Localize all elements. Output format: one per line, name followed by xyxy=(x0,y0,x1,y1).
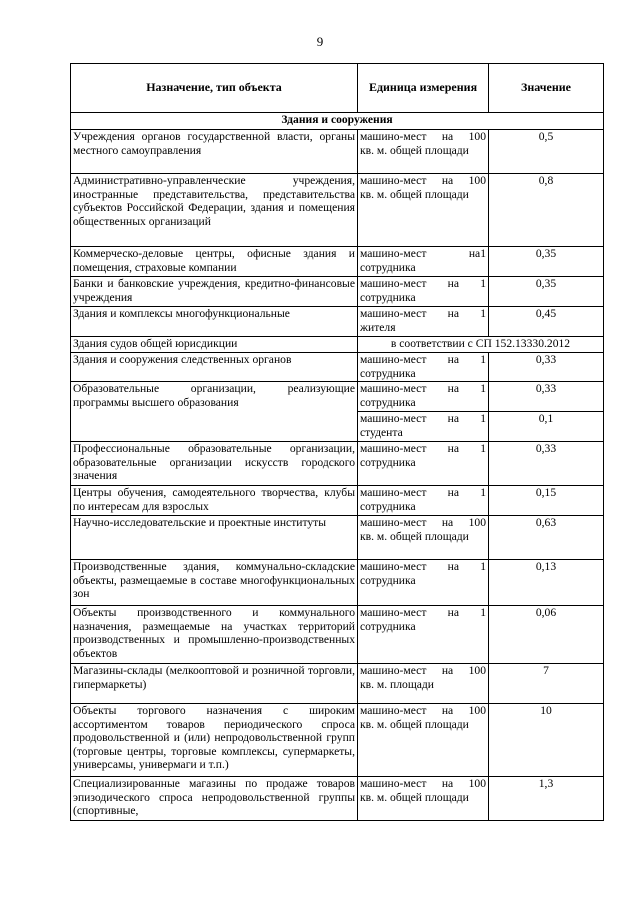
norm-value: 0,15 xyxy=(489,486,604,516)
unit-top: машино-мест на 1 xyxy=(360,277,486,290)
unit-rest: кв. м. общей площади xyxy=(360,529,469,543)
table-row xyxy=(71,560,604,606)
unit-rest: кв. м. общей площади xyxy=(360,790,469,804)
unit-rest: сотрудника xyxy=(360,395,416,409)
unit-cell xyxy=(358,382,489,412)
header-value: Значение xyxy=(489,64,604,113)
norm-value: 0,5 xyxy=(489,130,604,174)
table-row xyxy=(71,442,604,486)
unit-cell xyxy=(358,486,489,516)
norm-value: 0,33 xyxy=(489,382,604,412)
header-name: Назначение, тип объекта xyxy=(71,64,358,113)
norm-value: 0,35 xyxy=(489,247,604,277)
unit-cell xyxy=(358,130,489,174)
object-type: Специализированные магазины по продаже товаров эпизодического спроса непродовольственной группы (спортивные, xyxy=(71,777,358,821)
unit-cell xyxy=(358,777,489,821)
table-header-row xyxy=(71,64,604,113)
table-row xyxy=(71,486,604,516)
regulation-reference: в соответствии с СП 152.13330.2012 xyxy=(358,337,604,353)
unit-rest: сотрудника xyxy=(360,366,416,380)
unit-rest: жителя xyxy=(360,320,396,334)
table-row xyxy=(71,777,604,821)
object-type: Учреждения органов государственной власти, органы местного самоуправления xyxy=(71,130,358,174)
unit-cell xyxy=(358,606,489,664)
norm-value: 7 xyxy=(489,664,604,704)
table-row xyxy=(71,337,604,353)
norm-value: 0,33 xyxy=(489,353,604,382)
norm-value: 10 xyxy=(489,704,604,777)
norm-value: 0,35 xyxy=(489,277,604,307)
header-unit: Единица измерения xyxy=(358,64,489,113)
unit-top: машино-мест на 100 xyxy=(360,664,486,677)
unit-top: машино-мест на 1 xyxy=(360,307,486,320)
object-type: Административно-управленческие учреждения, иностранные представительства, представительства субъектов Российской Федерации, здания и помещения общественных организаций xyxy=(71,174,358,247)
object-type: Магазины-склады (мелкооптовой и розничной торговли, гипермаркеты) xyxy=(71,664,358,704)
unit-cell xyxy=(358,174,489,247)
norm-value: 0,63 xyxy=(489,516,604,560)
section-title: Здания и сооружения xyxy=(71,113,604,130)
unit-top: машино-мест на 1 xyxy=(360,560,486,573)
unit-cell xyxy=(358,247,489,277)
parking-norms-table xyxy=(70,63,604,821)
unit-top: машино-мест на 1 xyxy=(360,606,486,619)
table-row xyxy=(71,130,604,174)
unit-top: машино-мест на 100 xyxy=(360,174,486,187)
section-row xyxy=(71,113,604,130)
table-row xyxy=(71,664,604,704)
norm-value: 1,3 xyxy=(489,777,604,821)
unit-rest: кв. м. общей площади xyxy=(360,143,469,157)
object-type: Объекты производственного и коммунального назначения, размещаемые на участках территорий производственных и промышленно-производственных объектов xyxy=(71,606,358,664)
unit-rest: кв. м. общей площади xyxy=(360,717,469,731)
table-row xyxy=(71,704,604,777)
unit-rest: кв. м. общей площади xyxy=(360,187,469,201)
norm-value: 0,45 xyxy=(489,307,604,337)
unit-cell xyxy=(358,442,489,486)
object-type: Коммерческо-деловые центры, офисные здания и помещения, страховые компании xyxy=(71,247,358,277)
object-type: Центры обучения, самодеятельного творчества, клубы по интересам для взрослых xyxy=(71,486,358,516)
unit-top: машино-мест на 100 xyxy=(360,516,486,529)
unit-top: машино-мест на 1 xyxy=(360,353,486,366)
unit-cell xyxy=(358,560,489,606)
unit-top: машино-мест на 1 xyxy=(360,412,486,425)
page-number: 9 xyxy=(316,34,324,49)
norm-value: 0,1 xyxy=(489,412,604,442)
object-type: Здания судов общей юрисдикции xyxy=(71,337,358,353)
unit-top: машино-мест на 100 xyxy=(360,777,486,790)
table-row xyxy=(71,516,604,560)
unit-cell xyxy=(358,353,489,382)
table-row xyxy=(71,606,604,664)
unit-top: машино-мест на 100 xyxy=(360,704,486,717)
unit-cell xyxy=(358,664,489,704)
unit-rest: сотрудника xyxy=(360,499,416,513)
object-type: Объекты торгового назначения с широким ассортиментом товаров периодического спроса продовольственной и (или) непродовольственной групп (торговые центры, торговые комплексы, супермаркеты, универсамы, универмаги и т.п.) xyxy=(71,704,358,777)
unit-rest: сотрудника xyxy=(360,455,416,469)
norm-value: 0,13 xyxy=(489,560,604,606)
object-type: Профессиональные образовательные организации, образовательные организации искусств городского значения xyxy=(71,442,358,486)
object-type: Здания и сооружения следственных органов xyxy=(71,353,358,382)
object-type: Научно-исследовательские и проектные институты xyxy=(71,516,358,560)
unit-top: машино-мест на 1 xyxy=(360,486,486,499)
unit-cell xyxy=(358,277,489,307)
norm-value: 0,8 xyxy=(489,174,604,247)
unit-rest: студента xyxy=(360,425,403,439)
object-type: Образовательные организации, реализующие программы высшего образования xyxy=(71,382,358,442)
table-row xyxy=(71,247,604,277)
object-type: Производственные здания, коммунально-складские объекты, размещаемые в составе многофункциональных зон xyxy=(71,560,358,606)
unit-top: машино-мест на 1 xyxy=(360,442,486,455)
table-row xyxy=(71,277,604,307)
unit-rest: сотрудника xyxy=(360,573,416,587)
norm-value: 0,06 xyxy=(489,606,604,664)
unit-rest: сотрудника xyxy=(360,290,416,304)
norm-value: 0,33 xyxy=(489,442,604,486)
unit-cell xyxy=(358,516,489,560)
unit-rest: сотрудника xyxy=(360,260,416,274)
table-row xyxy=(71,382,604,412)
unit-cell xyxy=(358,412,489,442)
unit-cell xyxy=(358,704,489,777)
unit-top: машино-мест на1 xyxy=(360,247,486,260)
unit-top: машино-мест на 100 xyxy=(360,130,486,143)
table-row xyxy=(71,353,604,382)
unit-cell xyxy=(358,307,489,337)
object-type: Здания и комплексы многофункциональные xyxy=(71,307,358,337)
object-type: Банки и банковские учреждения, кредитно-финансовые учреждения xyxy=(71,277,358,307)
unit-rest: сотрудника xyxy=(360,619,416,633)
unit-top: машино-мест на 1 xyxy=(360,382,486,395)
table-row xyxy=(71,174,604,247)
unit-rest: кв. м. площади xyxy=(360,677,435,691)
table-row xyxy=(71,307,604,337)
